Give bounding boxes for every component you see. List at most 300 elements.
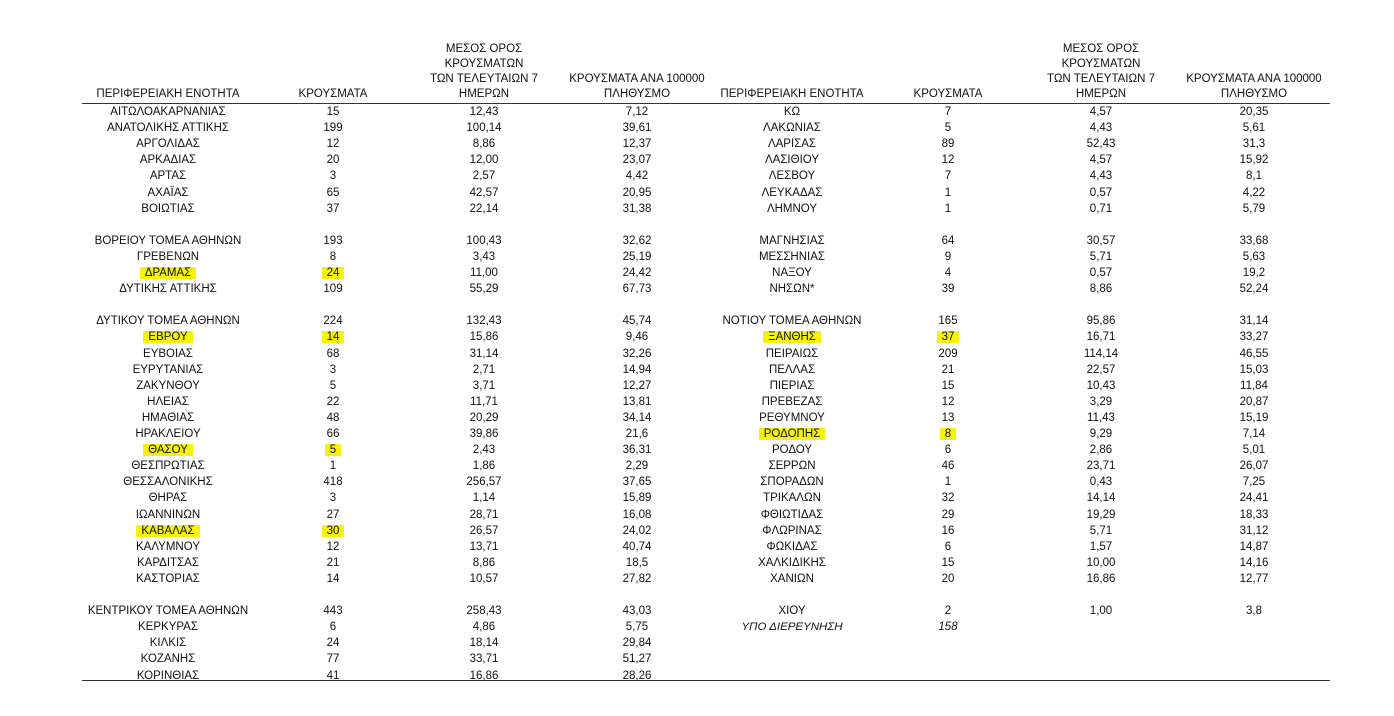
cell-avg7-text: 30,57 (1086, 234, 1116, 247)
cell-region-text: ΑΡΚΑΔΙΑΣ (139, 154, 197, 167)
cell-per100k-text: 11,84 (1240, 379, 1268, 392)
cell-per100k (1179, 490, 1329, 506)
cell-per100k (560, 571, 714, 587)
table-row (704, 490, 1330, 506)
cell-per100k-text: 27,82 (622, 572, 652, 585)
cell-avg7-text: 3,43 (472, 250, 496, 263)
cell-region-text: ΚΑΡΔΙΤΣΑΣ (137, 556, 199, 569)
cell-region (82, 104, 254, 120)
cell-region (82, 168, 254, 184)
cell-avg7-text: 10,00 (1086, 556, 1116, 569)
cell-avg7 (1026, 120, 1176, 136)
cell-avg7 (409, 217, 559, 233)
cell-region-text: ΘΕΣΠΡΩΤΙΑΣ (131, 460, 205, 473)
cell-region (82, 571, 254, 587)
cell-per100k (1179, 410, 1329, 426)
cell-region-text: ΑΡΓΟΛΙΔΑΣ (136, 138, 200, 151)
cell-cases-text: 41 (326, 669, 340, 682)
table-row (82, 152, 714, 168)
cell-avg7 (409, 346, 559, 362)
cell-cases (903, 104, 993, 120)
table-header-right (704, 0, 1330, 104)
cell-avg7-text: 9,29 (1089, 428, 1113, 440)
table-row (704, 104, 1330, 120)
header-per100k: ΚΡΟΥΣΜΑΤΑ ΑΝΑ 100000 ΠΛΗΘΥΣΜΟ (1186, 73, 1322, 100)
cell-avg7-text: 42,57 (469, 186, 499, 199)
header-cases: ΚΡΟΥΣΜΑΤΑ (913, 88, 983, 100)
cell-region-text: ΡΟΔΟΠΗΣ (759, 428, 825, 440)
cell-avg7 (409, 152, 559, 168)
cell-avg7-text: 0,71 (1089, 202, 1113, 215)
cell-cases (903, 265, 993, 281)
table-row (704, 507, 1330, 523)
cell-region-text: ΝΗΣΩΝ* (769, 283, 815, 296)
cell-avg7 (1026, 313, 1176, 329)
cell-per100k (1179, 201, 1329, 217)
cell-per100k-text: 36,31 (622, 444, 652, 457)
cell-avg7 (1026, 490, 1176, 506)
cell-cases (288, 587, 378, 603)
cell-per100k (1179, 152, 1329, 168)
cell-region-text: ΝΟΤΙΟΥ ΤΟΜΕΑ ΑΘΗΝΩΝ (722, 315, 862, 328)
cell-cases-text: 2 (944, 605, 952, 618)
cell-cases (288, 329, 378, 345)
cell-region (82, 474, 254, 490)
cell-per100k (560, 362, 714, 378)
cell-per100k (560, 201, 714, 217)
cell-avg7-text: 1,86 (472, 460, 496, 473)
cell-region-text: ΙΩΑΝΝΙΝΩΝ (135, 508, 201, 521)
cell-cases-text: 6 (329, 621, 337, 634)
cell-region (82, 539, 254, 555)
table-row (704, 313, 1330, 329)
cell-region (704, 523, 880, 539)
cell-region (82, 555, 254, 571)
table-row (82, 571, 714, 587)
cell-cases-text: 39 (941, 283, 955, 296)
header-region: ΠΕΡΙΦΕΡΕΙΑΚΗ ΕΝΟΤΗΤΑ (96, 88, 240, 100)
table-row (82, 249, 714, 265)
cell-avg7-text: 55,29 (469, 283, 499, 296)
cell-region (704, 490, 880, 506)
cell-cases (288, 539, 378, 555)
cell-per100k (1179, 458, 1329, 474)
cell-cases-text: 15 (941, 556, 955, 569)
cell-region-text: ΦΘΙΩΤΙΔΑΣ (760, 508, 824, 521)
cell-avg7-text: 19,29 (1086, 508, 1116, 521)
cell-avg7 (409, 426, 559, 442)
cell-cases (903, 490, 993, 506)
cell-per100k (560, 297, 714, 313)
table-row (82, 474, 714, 490)
cell-per100k (1179, 619, 1329, 635)
cell-avg7 (1026, 378, 1176, 394)
cell-region (704, 136, 880, 152)
cell-avg7-text: 114,14 (1083, 347, 1119, 360)
cell-avg7 (1026, 233, 1176, 249)
cell-avg7 (1026, 329, 1176, 345)
table-row (82, 201, 714, 217)
cell-per100k-text: 12,77 (1239, 572, 1269, 585)
cell-per100k-text: 23,07 (622, 154, 652, 167)
table-row (82, 619, 714, 635)
cell-cases (288, 442, 378, 458)
cell-per100k (560, 185, 714, 201)
cell-cases-text: 158 (938, 621, 958, 634)
cell-per100k (560, 265, 714, 281)
cell-per100k-text: 12,37 (622, 138, 652, 151)
cell-cases-text: 3 (329, 170, 337, 183)
table-row (704, 555, 1330, 571)
cell-per100k (1179, 474, 1329, 490)
table-row (704, 152, 1330, 168)
cell-avg7-text: 11,43 (1087, 411, 1115, 424)
cell-avg7 (409, 185, 559, 201)
cell-per100k (1179, 539, 1329, 555)
cell-cases (288, 104, 378, 120)
table-row (82, 265, 714, 281)
table-row (82, 394, 714, 410)
cell-cases (288, 668, 378, 684)
cell-cases (903, 201, 993, 217)
cell-per100k (1179, 136, 1329, 152)
cell-avg7-text: 5,71 (1089, 250, 1113, 263)
cell-per100k-text: 43,03 (622, 605, 652, 618)
cell-avg7-text: 11,71 (470, 395, 498, 408)
cell-cases-text: 165 (938, 315, 958, 328)
cell-avg7 (409, 603, 559, 619)
table-row (82, 378, 714, 394)
cell-per100k (560, 603, 714, 619)
cell-per100k-text: 31,12 (1239, 524, 1269, 537)
cell-region (82, 378, 254, 394)
cell-cases-text: 20 (326, 154, 340, 167)
cell-avg7-text: 15,86 (469, 331, 499, 344)
cell-cases-text: 3 (329, 492, 337, 505)
cell-region (704, 168, 880, 184)
cell-region-text: ΝΑΞΟΥ (772, 267, 812, 279)
cell-per100k-text: 52,24 (1239, 283, 1269, 296)
cell-region (82, 362, 254, 378)
table-row (82, 233, 714, 249)
cell-cases (288, 168, 378, 184)
cell-per100k (1179, 603, 1329, 619)
cell-cases (903, 297, 993, 313)
cell-avg7 (409, 410, 559, 426)
cell-per100k (560, 539, 714, 555)
cell-cases (903, 362, 993, 378)
cell-cases-text: 68 (326, 347, 340, 360)
cell-per100k-text: 33,27 (1239, 331, 1269, 344)
cell-per100k (560, 136, 714, 152)
cell-avg7 (409, 539, 559, 555)
cell-region (704, 217, 880, 233)
cell-region (82, 313, 254, 329)
cell-region-text: ΑΧΑΪΑΣ (147, 186, 189, 199)
cell-region-text: ΖΑΚΥΝΘΟΥ (136, 379, 200, 392)
cell-cases-text: 443 (323, 605, 343, 618)
cell-per100k-text: 39,61 (622, 122, 652, 135)
cell-per100k-text: 7,25 (1242, 476, 1266, 489)
cell-region (704, 104, 880, 120)
cell-avg7-text: 39,86 (469, 428, 499, 440)
table-row (82, 490, 714, 506)
cell-region (704, 442, 880, 458)
cell-avg7-text: 28,71 (469, 508, 499, 521)
cell-region (82, 426, 254, 442)
table-row (704, 201, 1330, 217)
cell-avg7-text: 10,43 (1086, 379, 1116, 392)
cell-cases (903, 346, 993, 362)
cell-avg7 (1026, 217, 1176, 233)
cell-per100k-text: 24,02 (622, 524, 652, 537)
cell-per100k (560, 104, 714, 120)
table-row (82, 635, 714, 651)
cell-cases (288, 507, 378, 523)
table-row (82, 136, 714, 152)
cell-per100k-text: 37,65 (622, 476, 652, 489)
cell-per100k-text: 5,61 (1242, 122, 1266, 135)
cell-per100k-text: 7,14 (1242, 428, 1266, 440)
cell-avg7-text: 100,43 (466, 234, 502, 247)
cell-region (704, 410, 880, 426)
cell-avg7 (1026, 265, 1176, 281)
cell-avg7 (1026, 442, 1176, 458)
cell-region (704, 426, 880, 442)
cell-per100k (560, 555, 714, 571)
cell-region-text: ΣΠΟΡΑΔΩΝ (760, 476, 824, 489)
cell-cases (903, 603, 993, 619)
cell-per100k (1179, 394, 1329, 410)
cell-avg7 (1026, 539, 1176, 555)
cell-cases (903, 249, 993, 265)
cell-per100k-text: 12,27 (622, 379, 652, 392)
cell-cases (288, 651, 378, 667)
table-row (704, 410, 1330, 426)
cell-region-text: ΑΝΑΤΟΛΙΚΗΣ ΑΤΤΙΚΗΣ (106, 122, 229, 135)
cell-avg7 (1026, 587, 1176, 603)
cell-per100k-text: 8,1 (1246, 170, 1262, 183)
cell-region (82, 120, 254, 136)
cell-region (704, 394, 880, 410)
cell-cases (288, 217, 378, 233)
cell-avg7 (1026, 507, 1176, 523)
cell-region (82, 635, 254, 651)
cell-region (704, 539, 880, 555)
cell-region-text: ΡΕΘΥΜΝΟΥ (759, 411, 825, 424)
cell-cases (288, 603, 378, 619)
cell-avg7-text: 52,43 (1086, 138, 1116, 151)
cell-region-text: ΗΡΑΚΛΕΙΟΥ (135, 428, 201, 440)
cell-cases-text: 21 (941, 363, 955, 376)
cell-per100k (1179, 265, 1329, 281)
cell-region (82, 265, 254, 281)
cell-region (82, 152, 254, 168)
cell-avg7 (409, 362, 559, 378)
cell-avg7 (409, 201, 559, 217)
cell-per100k (1179, 329, 1329, 345)
cell-region (82, 507, 254, 523)
cell-region-text: ΤΡΙΚΑΛΩΝ (763, 492, 821, 505)
cell-region-text: ΛΗΜΝΟΥ (766, 202, 818, 215)
cell-per100k-text: 15,92 (1239, 154, 1269, 167)
cell-region-text: ΚΕΝΤΡΙΚΟΥ ΤΟΜΕΑ ΑΘΗΝΩΝ (87, 605, 249, 618)
cell-cases (288, 313, 378, 329)
cell-region (82, 587, 254, 603)
cell-region-text: ΚΟΖΑΝΗΣ (140, 653, 196, 666)
cell-per100k (1179, 168, 1329, 184)
cell-region-text: ΠΕΙΡΑΙΩΣ (765, 347, 819, 360)
table-header-left (82, 0, 714, 104)
cell-per100k (1179, 104, 1329, 120)
cell-avg7-text: 8,86 (1089, 283, 1113, 296)
cell-per100k-text: 20,87 (1239, 395, 1269, 408)
cell-avg7-text: 100,14 (466, 122, 502, 135)
cell-avg7 (409, 249, 559, 265)
table-row (82, 603, 714, 619)
cell-per100k (560, 426, 714, 442)
table-row (704, 362, 1330, 378)
cell-avg7-text: 5,71 (1089, 524, 1113, 537)
table-row (82, 410, 714, 426)
cell-region-text: ΘΕΣΣΑΛΟΝΙΚΗΣ (123, 476, 213, 489)
cell-cases-text: 77 (326, 653, 340, 666)
cell-per100k (560, 249, 714, 265)
cell-avg7 (409, 120, 559, 136)
cell-avg7-text: 18,14 (469, 637, 499, 650)
table-row (82, 104, 714, 120)
cell-avg7 (1026, 571, 1176, 587)
cell-avg7 (409, 329, 559, 345)
cell-avg7 (409, 635, 559, 651)
cell-per100k-text: 28,26 (622, 669, 652, 682)
cell-region (704, 281, 880, 297)
cell-region-text: ΚΩ (783, 106, 801, 118)
table-row (704, 587, 1330, 603)
cell-cases-text: 14 (326, 572, 340, 585)
cell-region-text: ΚΕΡΚΥΡΑΣ (138, 621, 198, 634)
cell-region (704, 233, 880, 249)
cell-cases-text: 1 (944, 476, 952, 489)
cell-avg7 (1026, 185, 1176, 201)
cell-per100k (1179, 587, 1329, 603)
cell-per100k (560, 313, 714, 329)
cell-avg7-text: 4,57 (1089, 154, 1113, 167)
cell-region (704, 297, 880, 313)
cell-region (82, 201, 254, 217)
cell-avg7-text: 16,86 (1086, 572, 1116, 585)
cell-avg7-text: 1,57 (1089, 540, 1113, 553)
cell-region-text: ΜΕΣΣΗΝΙΑΣ (758, 250, 826, 263)
cell-cases (288, 571, 378, 587)
cell-cases (903, 426, 993, 442)
cell-region-text: ΚΑΒΑΛΑΣ (136, 525, 199, 537)
cell-cases-text: 5 (325, 444, 341, 456)
cell-region-text: ΒΟΙΩΤΙΑΣ (141, 202, 195, 215)
cell-per100k-text: 16,08 (622, 508, 652, 521)
cell-per100k (560, 523, 714, 539)
cell-cases (903, 152, 993, 168)
cell-per100k (1179, 281, 1329, 297)
cell-region (704, 458, 880, 474)
cell-per100k (560, 217, 714, 233)
cell-cases (903, 120, 993, 136)
cell-cases-text: 1 (944, 186, 952, 199)
cell-region (82, 442, 254, 458)
cell-region-text: ΗΜΑΘΙΑΣ (141, 411, 195, 424)
cell-avg7 (409, 571, 559, 587)
table-row (82, 217, 714, 233)
cell-region (82, 490, 254, 506)
cell-avg7 (409, 394, 559, 410)
cell-avg7 (1026, 426, 1176, 442)
cell-avg7-text: 14,14 (1086, 492, 1116, 505)
cell-avg7 (1026, 619, 1176, 635)
cell-cases-text: 29 (941, 508, 955, 521)
cell-per100k-text: 5,01 (1242, 444, 1266, 457)
cell-region-text: ΚΑΣΤΟΡΙΑΣ (136, 572, 200, 585)
cell-region (704, 587, 880, 603)
cell-per100k (560, 458, 714, 474)
cell-per100k (560, 168, 714, 184)
cell-per100k (1179, 233, 1329, 249)
cell-avg7 (1026, 136, 1176, 152)
cell-region (82, 603, 254, 619)
cell-avg7 (409, 555, 559, 571)
cell-region (82, 329, 254, 345)
cell-region-text: ΛΕΣΒΟΥ (768, 170, 816, 183)
cell-region (82, 185, 254, 201)
cell-avg7 (1026, 394, 1176, 410)
cell-region-text: ΦΛΩΡΙΝΑΣ (762, 524, 822, 537)
cell-region-text: ΧΙΟΥ (778, 605, 806, 618)
cell-per100k-text: 15,19 (1239, 411, 1269, 424)
cell-cases (903, 313, 993, 329)
table-row (704, 265, 1330, 281)
cell-cases (288, 346, 378, 362)
cell-per100k (1179, 249, 1329, 265)
cell-per100k-text: 67,73 (622, 283, 652, 296)
cell-per100k-text: 13,81 (622, 395, 652, 408)
cell-cases-text: 1 (944, 202, 952, 215)
cell-avg7-text: 0,57 (1089, 267, 1113, 279)
cell-avg7-text: 3,71 (472, 379, 496, 392)
cell-avg7-text: 0,57 (1089, 186, 1113, 199)
cell-region-text: ΠΡΕΒΕΖΑΣ (761, 395, 823, 408)
cell-per100k-text: 4,42 (625, 170, 649, 183)
cell-cases (903, 185, 993, 201)
cell-cases-text: 16 (941, 524, 955, 537)
cell-region-text: ΘΑΣΟΥ (143, 444, 193, 456)
cell-per100k-text: 5,75 (625, 621, 649, 634)
cell-region-text: ΚΙΛΚΙΣ (149, 637, 187, 650)
cell-cases-text: 13 (941, 411, 955, 424)
cell-avg7 (1026, 249, 1176, 265)
cell-per100k-text: 51,27 (622, 653, 652, 666)
cell-cases-text: 209 (938, 347, 958, 360)
header-per100k: ΚΡΟΥΣΜΑΤΑ ΑΝΑ 100000 ΠΛΗΘΥΣΜΟ (569, 73, 705, 100)
cell-cases-text: 65 (326, 186, 340, 199)
cell-per100k-text: 15,03 (1239, 363, 1269, 376)
table-row (82, 281, 714, 297)
table-row (82, 651, 714, 667)
cell-cases (903, 587, 993, 603)
cell-region (704, 346, 880, 362)
cell-region-text: ΑΡΤΑΣ (149, 170, 187, 183)
cell-cases (288, 297, 378, 313)
cell-cases-text: 20 (941, 572, 955, 585)
cell-per100k (1179, 426, 1329, 442)
